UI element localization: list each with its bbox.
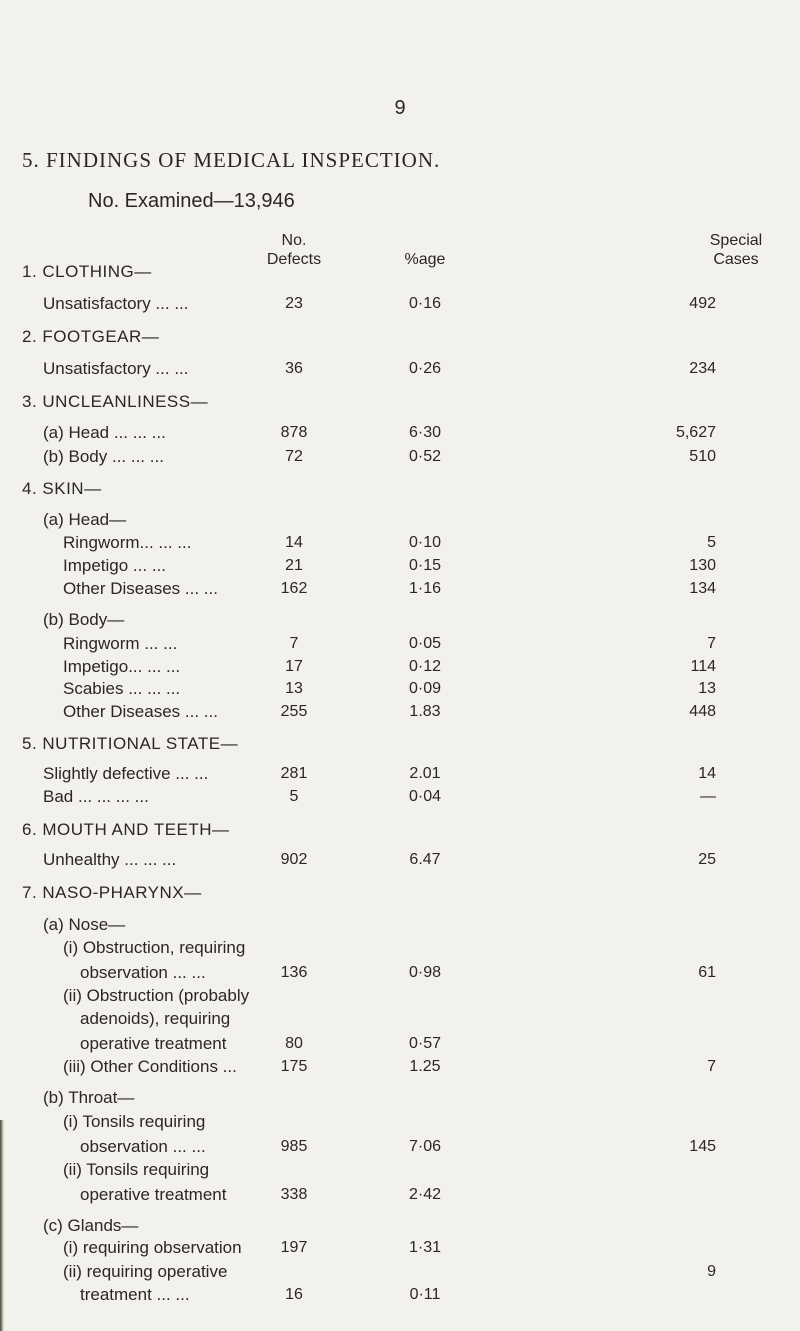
row-label: (a) Head— (43, 510, 127, 529)
defects-value: 21 (285, 557, 303, 574)
col-header-special-cases: Special Cases (709, 232, 763, 268)
col-header-defects: No. Defects (266, 232, 322, 268)
category-heading: 4. SKIN— (22, 479, 102, 498)
special-cases-value: 134 (689, 580, 716, 597)
defects-value: 16 (285, 1286, 303, 1303)
row-label: (ii) Tonsils requiring (63, 1160, 210, 1179)
defects-value: 878 (280, 424, 308, 441)
defects-value: 17 (285, 658, 303, 675)
row-label: Ringworm ... ... (63, 634, 178, 653)
special-cases-value: 61 (698, 964, 716, 981)
row-label: (ii) Obstruction (probably (63, 986, 250, 1005)
percentage-value: 2.01 (409, 765, 441, 782)
percentage-value: 1·16 (408, 580, 442, 597)
row-label: operative treatment (80, 1034, 227, 1053)
defects-value: 162 (280, 580, 308, 597)
percentage-value: 0·15 (408, 557, 442, 574)
percentage-value: 0·12 (408, 658, 442, 675)
row-label: Other Diseases ... ... (63, 579, 218, 598)
defects-value: 7 (289, 635, 299, 652)
row-label: (iii) Other Conditions ... (63, 1057, 237, 1076)
row-label: (b) Body— (43, 610, 125, 629)
special-cases-value: 130 (689, 557, 716, 574)
row-label: Unsatisfactory ... ... (43, 294, 189, 313)
percentage-value: 6.47 (409, 851, 441, 868)
row-label: (i) Tonsils requiring (63, 1112, 206, 1131)
percentage-value: 0·52 (408, 448, 442, 465)
percentage-value: 0·05 (408, 635, 442, 652)
special-cases-value: 5 (707, 534, 716, 551)
row-label: Slightly defective ... ... (43, 764, 209, 783)
percentage-value: 1·31 (408, 1239, 442, 1256)
percentage-value: 0·11 (409, 1286, 441, 1303)
row-label: Impetigo ... ... (63, 556, 166, 575)
row-label: Unhealthy ... ... ... (43, 850, 177, 869)
percentage-value: 0·10 (408, 534, 442, 551)
row-label: (a) Nose— (43, 915, 126, 934)
defects-value: 338 (280, 1186, 308, 1203)
special-cases-value: 14 (698, 765, 716, 782)
defects-value: 14 (285, 534, 303, 551)
defects-value: 985 (280, 1138, 308, 1155)
special-cases-value: 5,627 (675, 424, 716, 441)
row-label: observation ... ... (80, 963, 206, 982)
special-cases-value: 7 (707, 635, 716, 652)
col-header-percentage: %age (404, 251, 446, 268)
defects-value: 5 (289, 788, 299, 805)
special-cases-value: 234 (689, 360, 716, 377)
row-label: (i) requiring observation (63, 1238, 242, 1257)
row-label: Impetigo... ... ... (63, 657, 181, 676)
percentage-value: 2·42 (408, 1186, 442, 1203)
special-cases-value: 114 (690, 658, 716, 675)
percentage-value: 0·26 (408, 360, 442, 377)
page-edge-shadow (0, 1120, 4, 1331)
row-label: (i) Obstruction, requiring (63, 938, 246, 957)
category-heading: 5. NUTRITIONAL STATE— (22, 734, 239, 753)
defects-value: 36 (285, 360, 303, 377)
category-heading: 3. UNCLEANLINESS— (22, 392, 209, 411)
special-cases-value: 13 (698, 680, 716, 697)
row-label: Bad ... ... ... ... (43, 787, 149, 806)
percentage-value: 0·57 (408, 1035, 442, 1052)
special-cases-value: 492 (689, 295, 716, 312)
defects-value: 72 (285, 448, 303, 465)
special-cases-value: 9 (707, 1263, 716, 1280)
row-label: operative treatment (80, 1185, 227, 1204)
percentage-value: 0·98 (408, 964, 442, 981)
special-cases-value: 510 (689, 448, 716, 465)
page-number: 9 (394, 97, 406, 119)
row-label: Unsatisfactory ... ... (43, 359, 189, 378)
defects-value: 902 (280, 851, 308, 868)
section-title: 5. FINDINGS OF MEDICAL INSPECTION. (22, 148, 441, 172)
row-label: observation ... ... (80, 1137, 206, 1156)
defects-value: 255 (280, 703, 308, 720)
row-label: (a) Head ... ... ... (43, 423, 166, 442)
percentage-value: 1.25 (409, 1058, 441, 1075)
category-heading: 6. MOUTH AND TEETH— (22, 820, 230, 839)
defects-value: 23 (285, 295, 303, 312)
special-cases-value: — (700, 788, 716, 805)
row-label: Other Diseases ... ... (63, 702, 218, 721)
special-cases-value: 145 (689, 1138, 716, 1155)
row-label: adenoids), requiring (80, 1009, 231, 1028)
special-cases-value: 7 (707, 1058, 716, 1075)
percentage-value: 7·06 (408, 1138, 442, 1155)
category-heading: 7. NASO-PHARYNX— (22, 883, 202, 902)
defects-value: 80 (285, 1035, 303, 1052)
special-cases-value: 448 (689, 703, 716, 720)
row-label: (c) Glands— (43, 1216, 139, 1235)
row-label: (ii) requiring operative (63, 1262, 228, 1281)
percentage-value: 0·16 (408, 295, 442, 312)
category-heading: 2. FOOTGEAR— (22, 327, 160, 346)
percentage-value: 0·09 (408, 680, 442, 697)
percentage-value: 6·30 (408, 424, 442, 441)
row-label: treatment ... ... (80, 1285, 190, 1304)
category-heading: 1. CLOTHING— (22, 262, 152, 281)
row-label: (b) Body ... ... ... (43, 447, 164, 466)
row-label: Scabies ... ... ... (63, 679, 181, 698)
defects-value: 197 (280, 1239, 308, 1256)
defects-value: 136 (280, 964, 308, 981)
examined-count: No. Examined—13,946 (88, 190, 295, 212)
special-cases-value: 25 (698, 851, 716, 868)
defects-value: 281 (280, 765, 308, 782)
row-label: Ringworm... ... ... (63, 533, 192, 552)
percentage-value: 1.83 (409, 703, 441, 720)
defects-value: 13 (285, 680, 303, 697)
defects-value: 175 (280, 1058, 308, 1075)
row-label: (b) Throat— (43, 1088, 135, 1107)
percentage-value: 0·04 (408, 788, 442, 805)
